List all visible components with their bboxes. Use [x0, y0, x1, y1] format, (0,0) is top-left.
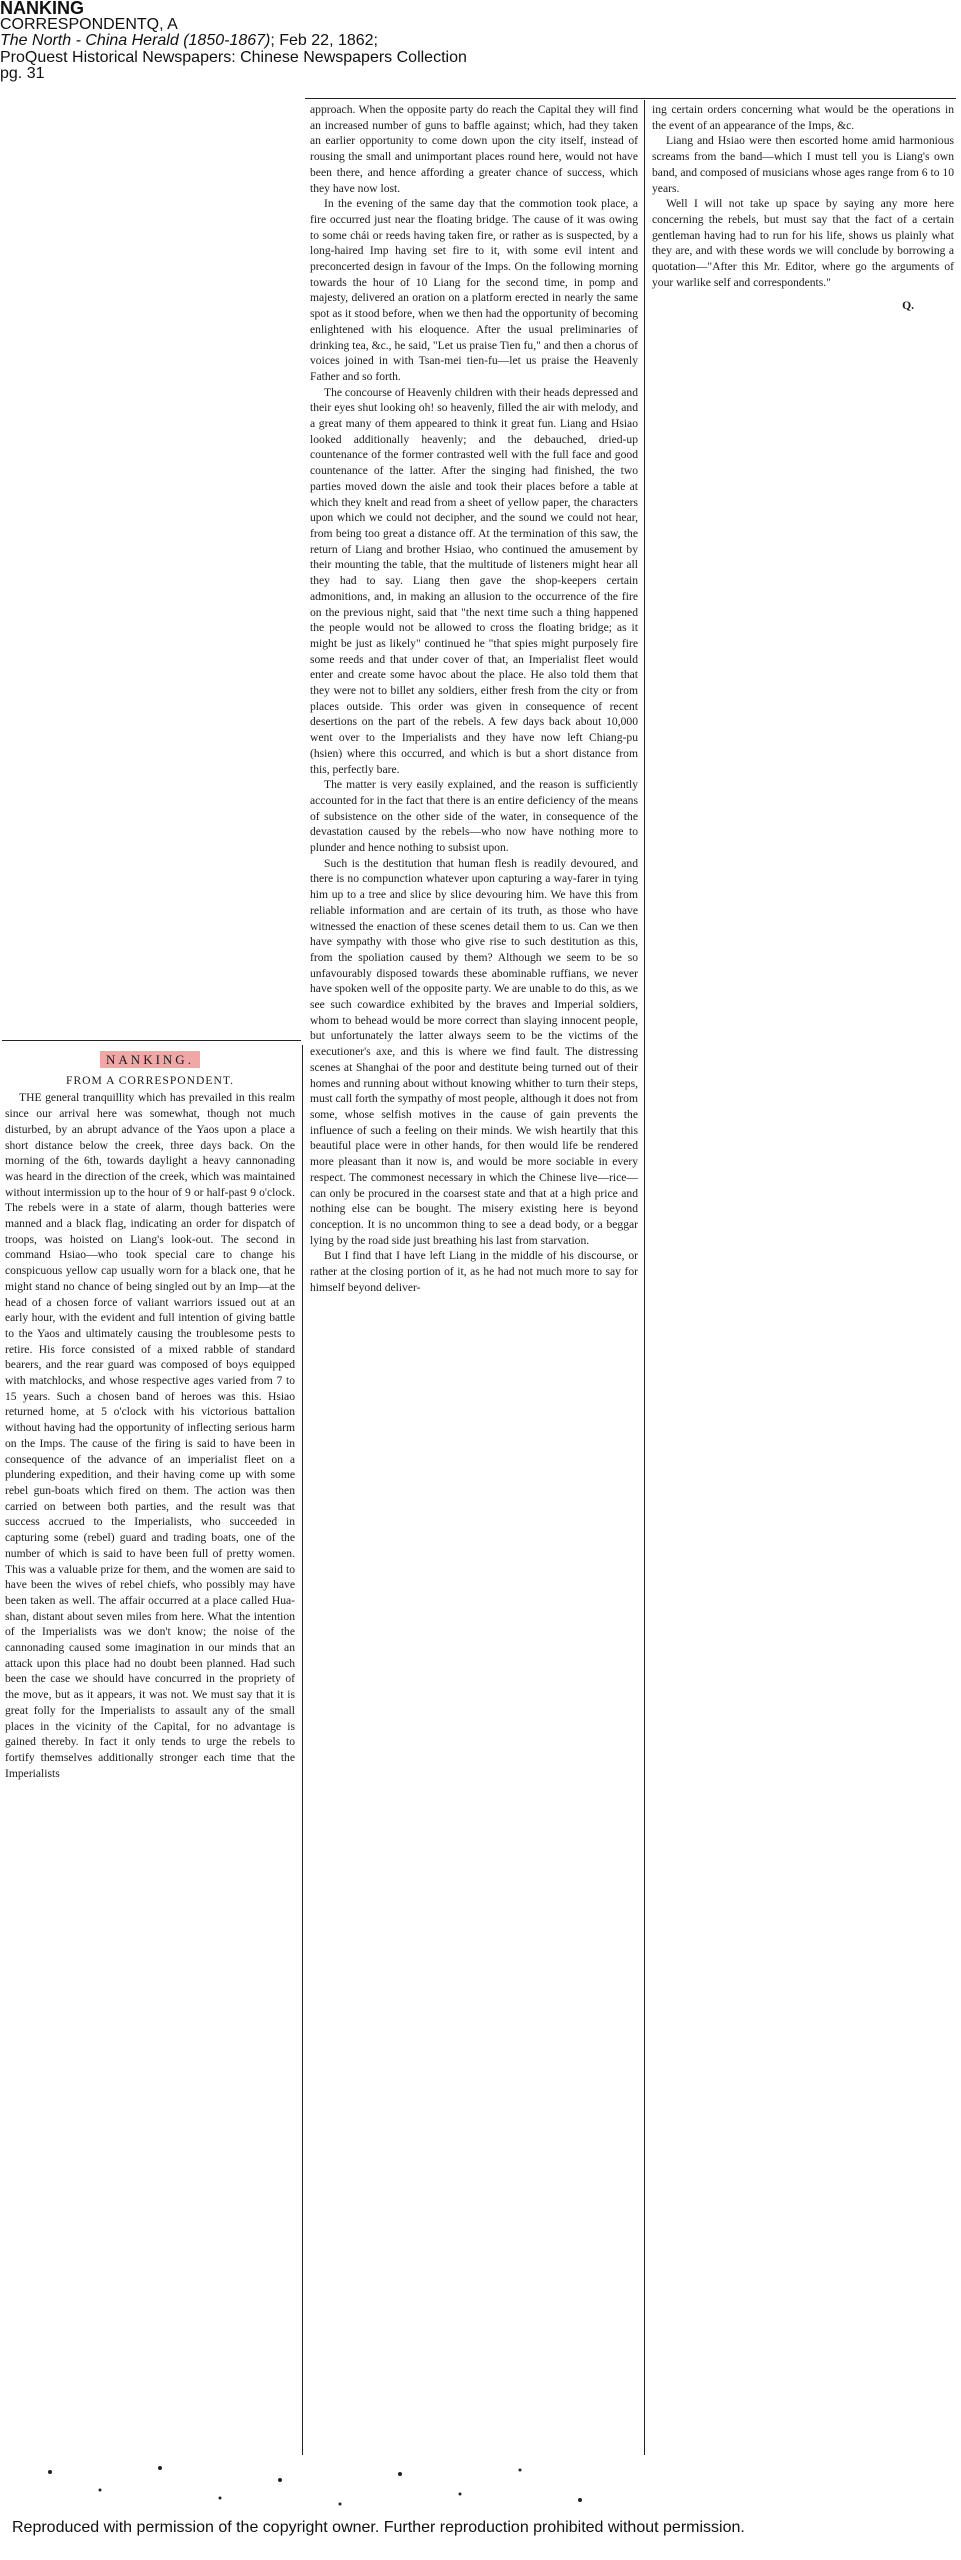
- paragraph: In the evening of the same day that the commotion took place, a fire occurred just near the floating bridge. The cause of it was owing to some chái or reeds having taken fire, or rather as is suspected, by a long-haired Imp having set fire to it, with some evil intent and preconcerted design in favour of the Imps. On the following morning towards the hour of 10 Liang for the second time, in pomp and majesty, delivered an oration on a platform erected in nearly the same spot as it stood before, when we then had the opportunity of becoming enlightened with his eloquence. After the usual preliminaries of drinking tea, &c., he said, "Let us praise Tien fu," and then a chorus of voices joined in with Tsan-mei tien-fu—let us praise the Heavenly Father and so forth.: [310, 197, 638, 383]
- paragraph: THE general tranquillity which has prevailed in this realm since our arrival here was somewhat, though not much disturbed, by an abrupt advance of the Yaos upon a place a short distance below the creek, three days back. On the morning of the 6th, towards daylight a heavy cannonading was heard in the direction of the creek, which was maintained without intermission up to the hour of 9 or half-past 9 o'clock. The rebels were in a state of alarm, though batteries were manned and a black flag, indicating an order for dispatch of troops, was hoisted on Liang's look-out. The second in command Hsiao—who took special care to change his conspicuous yellow cap usually worn for a black one, that he might stand no chance of being singled out by an Imp—at the head of a chosen force of valiant warriors issued out at an early hour, with the evident and full intention of giving battle to the Yaos and ultimately causing the troublesome pests to retire. His force consisted of a mixed rabble of standard bearers, and the rear guard was composed of boys equipped with matchlocks, and whose respective ages varied from 7 to 15 years. Such a chosen band of heroes was this. Hsiao returned home, at 5 o'clock with his victorious battalion without having had the opportunity of inflecting serious harm on the Imps. The cause of the firing is said to have been in consequence of the advance of an imperialist fleet on a plundering expedition, and their having come up with some rebel gun-boats which fired on them. The action was then carried on between both parties, and the result was that success accrued to the Imperialists, who succeeded in capturing some (rebel) guard and trading boats, one of the number of which is said to have been full of pretty women. This was a valuable prize for them, and the women are said to have been the wives of rebel chiefs, who possibly may have been taken as well. The affair occurred at a place called Hua-shan, distant about seven miles from here. What the intention of the Imperialists was we don't know; the noise of the cannonading caused some imagination in our minds that an attack upon this place had no doubt been planned. Had such been the case we should have concurred in the propriety of the move, but as it appears, it was not. We must say that it is great folly for the Imperialists to assault any of the small places in the vicinity of the Capital, for no advantage is gained thereby. In fact it only tends to urge the rebels to fortify themselves additionally stronger each time that the Imperialists: [5, 1091, 295, 1780]
- article-title: NANKING: [0, 0, 84, 18]
- source-date: ; Feb 22, 1862;: [270, 32, 378, 49]
- paragraph: The matter is very easily explained, and the reason is sufficiently accounted for in the fact that there is an entire deficiency of the means of subsistence on the other side of the water, in consequence of the devastation caused by the rebels—who now have nothing more to plunder and hence nothing to subsist upon.: [310, 778, 638, 855]
- article-headline: NANKING.: [5, 1052, 295, 1069]
- article-source: [0, 33, 600, 50]
- column-2: [310, 102, 638, 1295]
- source-name: The North - China Herald (1850-1867): [0, 32, 271, 49]
- paragraph: Well I will not take up space by saying any more here concerning the rebels, but must say that the fact of a certain gentleman having had to run for his life, shows us plainly what they are, and with these words we will conclude by borrowing a quotation—"After this Mr. Editor, where go the arguments of your warlike self and correspondents.": [652, 197, 954, 289]
- scan-specks: [40, 2460, 640, 2510]
- citation-header: [0, 0, 600, 83]
- paragraph: Such is the destitution that human flesh is readily devoured, and there is no compunction whatever upon capturing a way-farer in tying him up to a tree and slice by slice devouring him. We have this from reliable information and are certain of its truth, as those who have witnessed the enaction of these scenes detail them to us. Can we then have sympathy with those who give rise to such destitution as this, from the spoliation caused by them? Although we seem to be so unfavourably disposed towards these abominable ruffians, we never have spoken well of the opposite party. We are unable to do this, as we see such cowardice exhibited by the braves and Imperial soldiers, whom to behead would be more correct than slaying innocent people, but unfortunately the latter always seem to be the victims of the executioner's axe, and this is where we find fault. The distressing scenes at Shanghai of the poor and destitute being turned out of their homes and running about without knowing whither to turn their steps, must call forth the sympathy of most people, although it does not from some, whose selfish motives in the cause of gain prevents the influence of such a feeling on their minds. We wish heartily that this beautiful place were in other hands, for then would life be rendered more pleasant than it now is, and would be more sociable in every respect. The commonest necessary in which the Chinese live—rice—can only be procured in the coarsest state and that at a high price and nothing else can be bought. The misery existing here is beyond conception. It is no uncommon thing to see a dead body, or a beggar lying by the road side just breathing his last from starvation.: [310, 856, 638, 1247]
- copyright-footer: Reproduced with permission of the copyright owner. Further reproduction prohibited without permission.: [12, 2519, 745, 2536]
- column-3: [652, 102, 954, 314]
- signature: Q.: [902, 299, 914, 313]
- top-rule: [305, 98, 956, 99]
- column-1: [5, 1052, 295, 1781]
- paragraph: The concourse of Heavenly children with their heads depressed and their eyes shut looking oh! so heavenly, filled the air with melody, and a great many of them appeared to think it great fun. Liang and Hsiao looked additionally heavenly; and the debauched, dried-up countenance of the former contrasted well with the full face and good countenance of the latter. After the singing had finished, the two parties moved down the aisle and took their places before a table at which they knelt and read from a sheet of yellow paper, the characters upon which we could not decipher, and the sound we could not hear, from being too great a distance off. At the termination of this saw, the return of Liang and brother Hsiao, who continued the amusement by their mounting the table, that the multitude of listeners might hear all they had to say. Liang then gave the shop-keepers certain admonitions, and, in making an allusion to the occurrence of the fire on the previous night, said that "the next time such a thing happened the people would not be allowed to cross the floating bridge; as it might be just as likely" continued he "that spies might purposely fire some reeds and that under cover of that, an Imperialist fleet would enter and create some havoc about the place. He also told them that they were not to billet any soldiers, either fresh from the city or from places outside. This order was given in consequence of recent desertions on the part of the rebels. A few days back about 10,000 went over to the Imperialists and they have now left Chiang-pu (hsien) where this occurred, and which is but a short distance from this, perfectly bare.: [310, 385, 638, 776]
- article-byline: FROM A CORRESPONDENT.: [66, 1073, 234, 1087]
- page-number: pg. 31: [0, 65, 45, 82]
- top-rule: [2, 1040, 301, 1041]
- paragraph: Liang and Hsiao were then escorted home amid harmonious screams from the band—which I must tell you is Liang's own band, and composed of musicians whose ages range from 6 to 10 years.: [652, 134, 955, 195]
- column-divider: [302, 1045, 303, 2455]
- paragraph: ing certain orders concerning what would be the operations in the event of an appearance of the Imps, &c.: [652, 103, 954, 132]
- column-divider: [644, 100, 645, 2455]
- article-author: CORRESPONDENTQ, A: [0, 15, 178, 33]
- paragraph: approach. When the opposite party do reach the Capital they will find an increased number of guns to baffle against; which, had they taken an earlier opportunity to come down upon the city itself, instead of rousing the small and unimportant places round here, would not have been there, and hence affording a greater chance of success, which they have now lost.: [310, 103, 638, 195]
- paragraph: But I find that I have left Liang in the middle of his discourse, or rather at the closing portion of it, as he had not much more to say for himself beyond deliver-: [310, 1249, 638, 1294]
- collection-name: ProQuest Historical Newspapers: Chinese Newspapers Collection: [0, 48, 467, 66]
